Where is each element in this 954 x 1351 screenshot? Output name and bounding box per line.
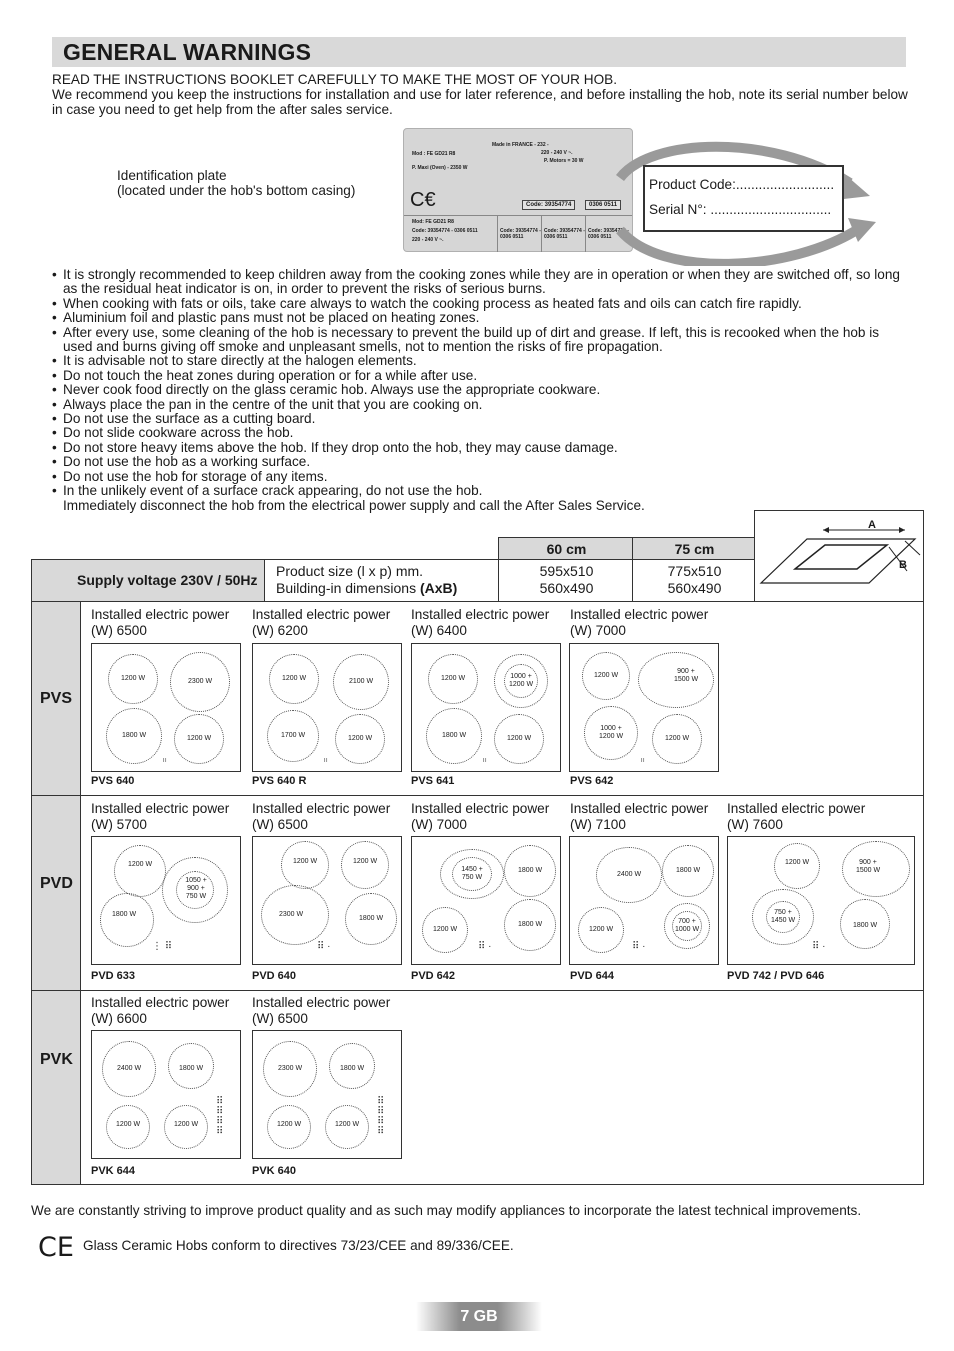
control-icon: ⠿ ·: [812, 941, 826, 952]
intro-line-1: READ THE INSTRUCTIONS BOOKLET CAREFULLY TO MAKE THE MOST OF YOUR HOB.: [52, 72, 618, 87]
size-75cm-cell: 775x510 560x490: [632, 559, 755, 602]
list-item: • Do not slide cookware across the hob.: [52, 426, 912, 440]
control-icon: ⠶: [162, 757, 168, 764]
model-name: PVD 642: [411, 970, 456, 982]
model-name: PVS 640 R: [252, 775, 307, 787]
intro-text: [52, 72, 922, 117]
control-icon: ⠿ ·: [632, 941, 646, 952]
dimension-diagram: A B: [754, 510, 924, 602]
list-item: • When cooking with fats or oils, take care always to watch the cooking process as heated fats and oils can catch fire rapidly.: [52, 297, 912, 311]
list-item: • In the unlikely event of a surface crack appearing, do not use the hob. Immediately disconnect the hob from the electrical power supply and call the After Sales Service.: [52, 484, 912, 513]
hob-diagram-pvs-640: 1200 W 2300 W 1800 W 1200 W ⠶: [91, 643, 241, 772]
hob-diagram-pvd-644: 2400 W 1800 W 1200 W 700 + 1000 W ⠿ ·: [569, 836, 719, 965]
control-icon: ⠶: [323, 757, 329, 764]
product-code-box: [643, 165, 844, 232]
model-name: PVD 644: [570, 970, 615, 982]
model-name: PVD 742 / PVD 646: [727, 970, 825, 982]
page-number-badge: [416, 1302, 542, 1331]
hob-diagram-pvk-640: 2300 W 1800 W 1200 W 1200 W ⠿ ⠿ ⠿ ⠿: [252, 1030, 402, 1159]
ce-mark-icon: CE: [38, 1232, 74, 1263]
size-label-cell: Product size (l x p) mm. Building-in dimensions (AxB): [264, 559, 499, 602]
size-60cm-cell: 595x510 560x490: [498, 559, 633, 602]
hob-diagram-pvs-640-r: 1200 W 2100 W 1700 W 1200 W ⠶: [252, 643, 402, 772]
list-item: • After every use, some cleaning of the hob is necessary to prevent the build up of dirt and grease. If left, this is recooked when the hob is used and burns giving off smoke and unpleasant smells, not to mention the risks of fire propagation.: [52, 326, 912, 355]
row-label-pvd: PVD: [40, 875, 73, 892]
list-item: • Do not use the hob for storage of any items.: [52, 470, 912, 484]
hob-diagram-pvd-642: 1450 + 750 W 1800 W 1200 W 1800 W ⠿ ·: [411, 836, 561, 965]
model-name: PVD 640: [252, 970, 297, 982]
list-item: • Do not store heavy items above the hob. If they drop onto the hob, they may cause damage.: [52, 441, 912, 455]
ce-mark-icon: C€: [410, 189, 436, 211]
list-item: • Aluminium foil and plastic pans must not be placed on heating zones.: [52, 311, 912, 325]
list-item: • Do not touch the heat zones during operation or for a while after use.: [52, 369, 912, 383]
row-label-pvk: PVK: [40, 1051, 73, 1068]
ce-conformity-note: Glass Ceramic Hobs conform to directives 73/23/CEE and 89/336/CEE.: [83, 1238, 514, 1253]
row-label-pvs: PVS: [40, 690, 73, 707]
product-code-field: Product Code:..........................: [649, 177, 835, 192]
list-item: • It is advisable not to stare directly at the halogen elements.: [52, 354, 912, 368]
plate-tear-off: Mod: FE GD21 R8 Code: 39354774 - 0306 0511 220 - 240 V ~. Code: 39354774 - 0306 0511 Code: 39354774 - 0306 0511 Code: 39354774 - 0306 0511: [404, 215, 632, 252]
page-title: GENERAL WARNINGS: [63, 39, 312, 65]
model-name: PVK 640: [252, 1165, 297, 1177]
title-bar: [52, 37, 906, 67]
hob-diagram-pvd-640: 1200 W 1200 W 2300 W 1800 W ⠿ ·: [252, 836, 402, 965]
supply-voltage-cell: Supply voltage 230V / 50Hz: [31, 559, 265, 602]
improvement-note: We are constantly striving to improve product quality and as such may modify appliances to incorporate the latest technical improvements.: [31, 1203, 862, 1218]
serial-number-field: Serial N°: ................................: [649, 202, 832, 217]
model-name: PVS 640: [91, 775, 135, 787]
row-label-column: [31, 601, 81, 1185]
id-plate-image: Made in FRANCE - 232 - Mod : FE GD21 R8 220 - 240 V ~. P. Motors = 30 W P. Maxi (Oven) - 2350 W C€ Code: 39354774 0306 0511 Mod: FE GD21 R8 Code: 39354774 - 0306 0511 220 - 240 V ~. Code: 39354774 - 0306 0511 Code: 39354774 - 0306 0511 Code: 39354774 - 0306 0511: [403, 128, 633, 252]
hob-diagram-pvs-641: 1200 W 1000 + 1200 W 1800 W 1200 W ⠶: [411, 643, 561, 772]
list-item: • It is strongly recommended to keep children away from the cooking zones while they are in operation or when they are switched off, so long as the residual heat indicator is on, in order to prevent the risks of serious burns.: [52, 268, 912, 297]
control-icon: ⋮ ⠿: [152, 941, 173, 952]
hob-diagram-pvd-742-pvd-646: 1200 W 900 + 1500 W 750 + 1450 W 1800 W ⠿ ·: [727, 836, 915, 965]
list-item: • Never cook food directly on the glass ceramic hob. Always use the appropriate cookware.: [52, 383, 912, 397]
id-plate-label: Identification plate (located under the hob's bottom casing): [117, 168, 356, 198]
control-icon: ⠶: [482, 757, 488, 764]
control-icon: ⠿ ⠿ ⠿ ⠿: [377, 1096, 385, 1137]
header-75cm: 75 cm: [632, 537, 755, 560]
control-icon: ⠿ ⠿ ⠿ ⠿: [216, 1096, 224, 1137]
hob-dimension-icon: [755, 511, 923, 601]
warnings-list: [52, 268, 912, 513]
control-icon: ⠿ ·: [317, 941, 331, 952]
intro-line-2: We recommend you keep the instructions for installation and use for later reference, and before installing the hob, note its serial number below in case you need to get help from the after sales service.: [52, 87, 908, 117]
control-icon: ⠶: [640, 757, 646, 764]
hob-diagram-pvk-644: 2400 W 1800 W 1200 W 1200 W ⠿ ⠿ ⠿ ⠿: [91, 1030, 241, 1159]
model-name: PVS 641: [411, 775, 455, 787]
control-icon: ⠿ ·: [478, 941, 492, 952]
list-item: • Always place the pan in the centre of the unit that you are cooking on.: [52, 398, 912, 412]
list-item: • Do not use the hob as a working surface.: [52, 455, 912, 469]
page-number: 7 GB: [460, 1308, 498, 1325]
header-60cm: 60 cm: [498, 537, 633, 560]
model-name: PVK 644: [91, 1165, 136, 1177]
hob-diagram-pvd-633: 1200 W 1050 + 900 + 750 W 1800 W ⋮ ⠿: [91, 836, 241, 965]
model-name: PVD 633: [91, 970, 136, 982]
list-item: • Do not use the surface as a cutting board.: [52, 412, 912, 426]
model-name: PVS 642: [570, 775, 614, 787]
hob-diagram-pvs-642: 1200 W 900 + 1500 W 1000 + 1200 W 1200 W ⠶: [569, 643, 719, 772]
